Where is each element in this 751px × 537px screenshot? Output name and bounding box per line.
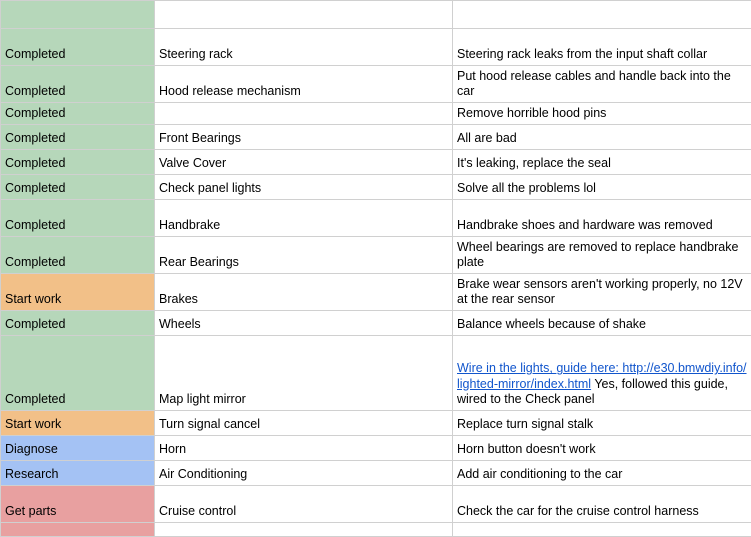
task-cell[interactable]	[155, 486, 453, 523]
status-cell[interactable]	[1, 103, 155, 125]
task-cell[interactable]	[155, 103, 453, 125]
table-row	[1, 125, 751, 150]
notes-cell[interactable]	[453, 103, 751, 125]
status-cell[interactable]	[1, 523, 155, 537]
task-label: Horn	[159, 442, 186, 456]
notes-text: It's leaking, replace the seal	[457, 156, 747, 171]
task-label: Turn signal cancel	[159, 417, 260, 431]
notes-text: Steering rack leaks from the input shaft collar	[457, 47, 747, 62]
status-badge: Start work	[5, 417, 61, 431]
status-cell[interactable]	[1, 311, 155, 336]
status-cell[interactable]	[1, 66, 155, 103]
notes-cell[interactable]	[453, 411, 751, 436]
task-cell[interactable]	[155, 175, 453, 200]
task-cell[interactable]	[155, 1, 453, 29]
notes-cell[interactable]	[453, 1, 751, 29]
task-label: Cruise control	[159, 504, 236, 518]
status-cell[interactable]	[1, 461, 155, 486]
status-badge: Completed	[5, 106, 65, 120]
table-row	[1, 311, 751, 336]
table-row	[1, 66, 751, 103]
task-cell[interactable]	[155, 436, 453, 461]
task-label: Brakes	[159, 292, 198, 306]
task-label: Hood release mechanism	[159, 84, 301, 98]
notes-text: Handbrake shoes and hardware was removed	[457, 218, 747, 233]
table-body	[1, 1, 751, 537]
notes-text: Horn button doesn't work	[457, 442, 747, 457]
task-cell[interactable]	[155, 200, 453, 237]
notes-text: Brake wear sensors aren't working properly, no 12V at the rear sensor	[457, 277, 747, 308]
task-cell[interactable]	[155, 29, 453, 66]
task-label: Steering rack	[159, 47, 233, 61]
status-badge: Completed	[5, 84, 65, 98]
notes-cell[interactable]	[453, 436, 751, 461]
status-badge: Start work	[5, 292, 61, 306]
status-badge: Completed	[5, 317, 65, 331]
status-cell[interactable]	[1, 200, 155, 237]
status-cell[interactable]	[1, 237, 155, 274]
notes-text: Wheel bearings are removed to replace handbrake plate	[457, 240, 747, 271]
task-label: Map light mirror	[159, 392, 246, 406]
table-row	[1, 175, 751, 200]
task-label: Valve Cover	[159, 156, 226, 170]
table-row	[1, 523, 751, 537]
task-cell[interactable]	[155, 461, 453, 486]
table-row	[1, 29, 751, 66]
notes-cell[interactable]	[453, 66, 751, 103]
status-cell[interactable]	[1, 274, 155, 311]
table-row	[1, 411, 751, 436]
task-cell[interactable]	[155, 150, 453, 175]
notes-text	[457, 361, 747, 407]
status-badge: Completed	[5, 218, 65, 232]
notes-text: Remove horrible hood pins	[457, 106, 747, 121]
notes-cell[interactable]	[453, 29, 751, 66]
status-cell[interactable]	[1, 1, 155, 29]
task-cell[interactable]	[155, 311, 453, 336]
notes-cell[interactable]	[453, 523, 751, 537]
status-cell[interactable]	[1, 29, 155, 66]
table-row	[1, 461, 751, 486]
table-row	[1, 1, 751, 29]
task-cell[interactable]	[155, 411, 453, 436]
notes-cell[interactable]	[453, 486, 751, 523]
task-label: Air Conditioning	[159, 467, 247, 481]
status-badge: Completed	[5, 255, 65, 269]
status-badge: Diagnose	[5, 442, 58, 456]
status-cell[interactable]	[1, 175, 155, 200]
table-row	[1, 237, 751, 274]
notes-text: Put hood release cables and handle back into the car	[457, 69, 747, 100]
status-badge: Completed	[5, 392, 65, 406]
status-badge: Completed	[5, 156, 65, 170]
table-row	[1, 200, 751, 237]
task-cell[interactable]	[155, 237, 453, 274]
status-cell[interactable]	[1, 436, 155, 461]
notes-text: All are bad	[457, 131, 747, 146]
table-row	[1, 150, 751, 175]
table-row	[1, 336, 751, 411]
task-label: Handbrake	[159, 218, 220, 232]
notes-cell[interactable]	[453, 461, 751, 486]
notes-cell[interactable]	[453, 336, 751, 411]
status-cell[interactable]	[1, 150, 155, 175]
task-label: Wheels	[159, 317, 201, 331]
notes-text: Replace turn signal stalk	[457, 417, 747, 432]
notes-cell[interactable]	[453, 237, 751, 274]
status-badge: Completed	[5, 131, 65, 145]
table-row	[1, 436, 751, 461]
notes-text: Add air conditioning to the car	[457, 467, 747, 482]
table-row	[1, 274, 751, 311]
status-cell[interactable]	[1, 411, 155, 436]
task-cell[interactable]	[155, 336, 453, 411]
status-badge: Completed	[5, 47, 65, 61]
notes-text: Check the car for the cruise control harness	[457, 504, 747, 519]
notes-text: Solve all the problems lol	[457, 181, 747, 196]
table-row	[1, 103, 751, 125]
table-row	[1, 486, 751, 523]
status-cell[interactable]	[1, 486, 155, 523]
task-label: Front Bearings	[159, 131, 241, 145]
task-label: Rear Bearings	[159, 255, 239, 269]
notes-cell[interactable]	[453, 200, 751, 237]
status-badge: Research	[5, 467, 59, 481]
guide-link[interactable]: Wire in the lights, guide here: http://e30.bmwdiy.info/lighted-mirror/index.html	[457, 361, 747, 390]
notes-cell[interactable]	[453, 311, 751, 336]
notes-tail: Yes, followed this guide, wired to the Check panel	[457, 377, 728, 406]
status-cell[interactable]	[1, 336, 155, 411]
status-badge: Completed	[5, 181, 65, 195]
status-badge: Get parts	[5, 504, 56, 518]
notes-cell[interactable]	[453, 125, 751, 150]
notes-cell[interactable]	[453, 274, 751, 311]
status-cell[interactable]	[1, 125, 155, 150]
task-cell[interactable]	[155, 125, 453, 150]
notes-cell[interactable]	[453, 175, 751, 200]
task-cell[interactable]	[155, 523, 453, 537]
task-cell[interactable]	[155, 66, 453, 103]
task-label: Check panel lights	[159, 181, 261, 195]
task-cell[interactable]	[155, 274, 453, 311]
notes-text: Balance wheels because of shake	[457, 317, 747, 332]
notes-cell[interactable]	[453, 150, 751, 175]
